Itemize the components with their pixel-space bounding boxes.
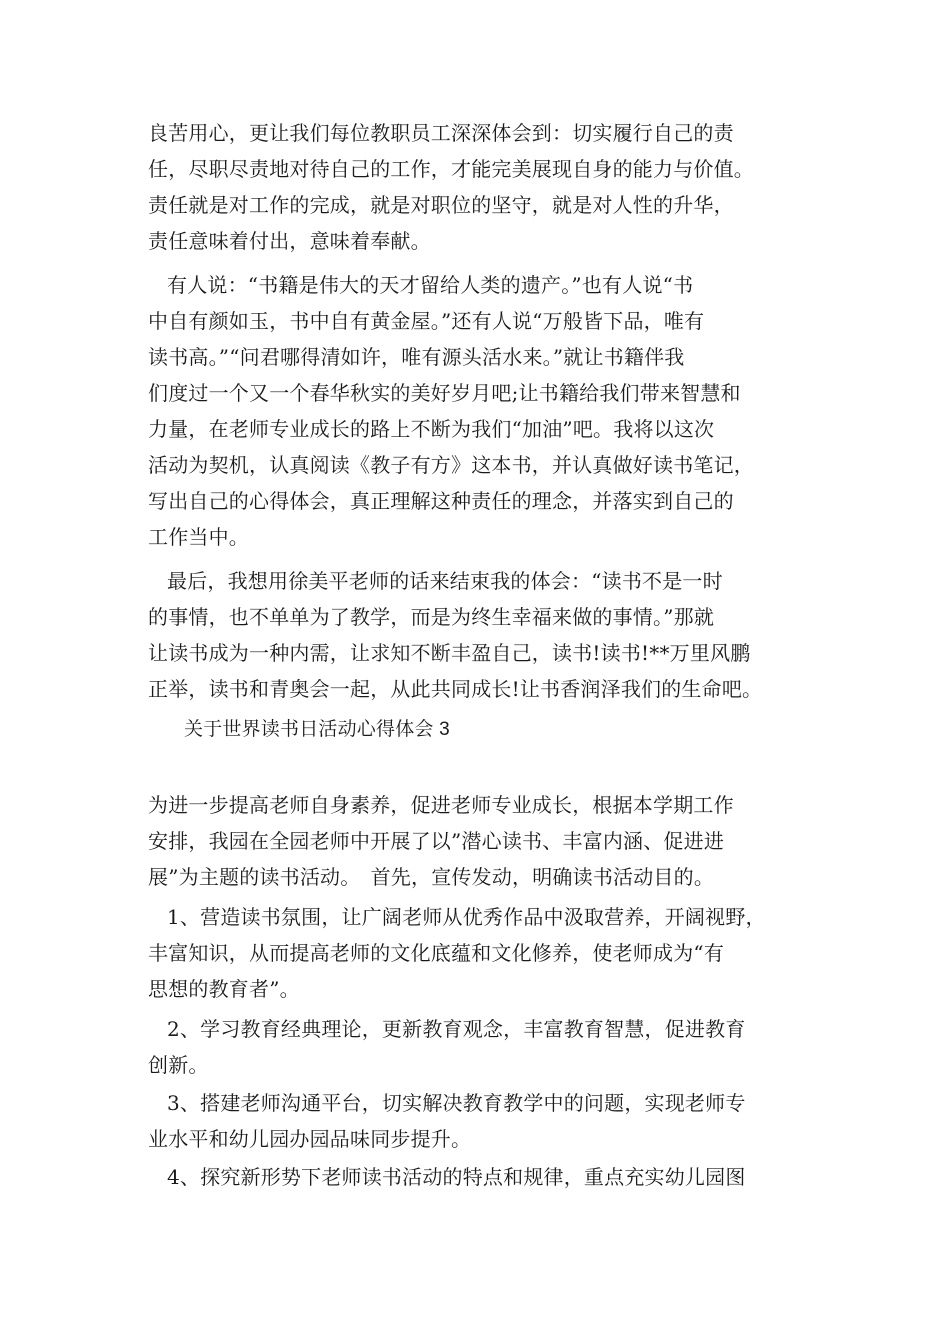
text-line: 责任意味着付出，意味着奉献。 bbox=[148, 229, 431, 253]
text-line: 读书高。”“问君哪得清如许，唯有源头活水来。”就让书籍伴我 bbox=[148, 345, 685, 369]
text-line: 正举，读书和青奥会一起，从此共同成长!让书香润泽我们的生命吧。 bbox=[148, 677, 763, 701]
list-item: 2、学习教育经典理论，更新教育观念，丰富教育智慧，促进教育 bbox=[167, 1017, 746, 1041]
text-line: 让读书成为一种内需，让求知不断丰盈自己，读书!读书!**万里风鹏 bbox=[148, 641, 751, 665]
text-line: 们度过一个又一个春华秋实的美好岁月吧;让书籍给我们带来智慧和 bbox=[148, 381, 741, 405]
text-line: 创新。 bbox=[148, 1053, 209, 1077]
text-line: 工作当中。 bbox=[148, 525, 249, 549]
section-heading: 关于世界读书日活动心得体会 3 bbox=[184, 719, 450, 740]
text-line: 为进一步提高老师自身素养，促进老师专业成长，根据本学期工作 bbox=[148, 793, 734, 817]
text-line: 的事情，也不单单为了教学，而是为终生幸福来做的事情。”那就 bbox=[148, 605, 715, 629]
text-line: 丰富知识，从而提高老师的文化底蕴和文化修养，使老师成为“有 bbox=[148, 941, 725, 965]
text-line: 有人说：“书籍是伟大的天才留给人类的遗产。”也有人说“书 bbox=[167, 273, 694, 297]
text-line: 安排，我园在全园老师中开展了以”潜心读书、丰富内涵、促进进 bbox=[148, 829, 725, 853]
text-line: 任，尽职尽责地对待自己的工作，才能完美展现自身的能力与价值。 bbox=[148, 157, 754, 181]
text-line: 最后，我想用徐美平老师的话来结束我的体会：“读书不是一时 bbox=[167, 569, 723, 593]
list-item: 4、探究新形势下老师读书活动的特点和规律，重点充实幼儿园图 bbox=[167, 1165, 746, 1189]
text-line: 力量，在老师专业成长的路上不断为我们“加油”吧。我将以这次 bbox=[148, 417, 715, 441]
text-line: 责任就是对工作的完成，就是对职位的坚守，就是对人性的升华， bbox=[148, 193, 734, 217]
text-line: 良苦用心，更让我们每位教职员工深深体会到：切实履行自己的责 bbox=[148, 121, 734, 145]
text-line: 展”为主题的读书活动。 首先，宣传发动，明确读书活动目的。 bbox=[148, 865, 715, 889]
text-line: 业水平和幼儿园办园品味同步提升。 bbox=[148, 1127, 472, 1151]
text-line: 活动为契机，认真阅读《教子有方》这本书，并认真做好读书笔记， bbox=[148, 453, 754, 477]
list-item: 3、搭建老师沟通平台，切实解决教育教学中的问题，实现老师专 bbox=[167, 1091, 746, 1115]
list-item: 1、营造读书氛围，让广阔老师从优秀作品中汲取营养，开阔视野， bbox=[167, 905, 766, 929]
text-line: 思想的教育者”。 bbox=[148, 977, 300, 1001]
text-line: 中自有颜如玉，书中自有黄金屋。”还有人说“万般皆下品，唯有 bbox=[148, 309, 705, 333]
text-line: 写出自己的心得体会，真正理解这种责任的理念，并落实到自己的 bbox=[148, 489, 734, 513]
